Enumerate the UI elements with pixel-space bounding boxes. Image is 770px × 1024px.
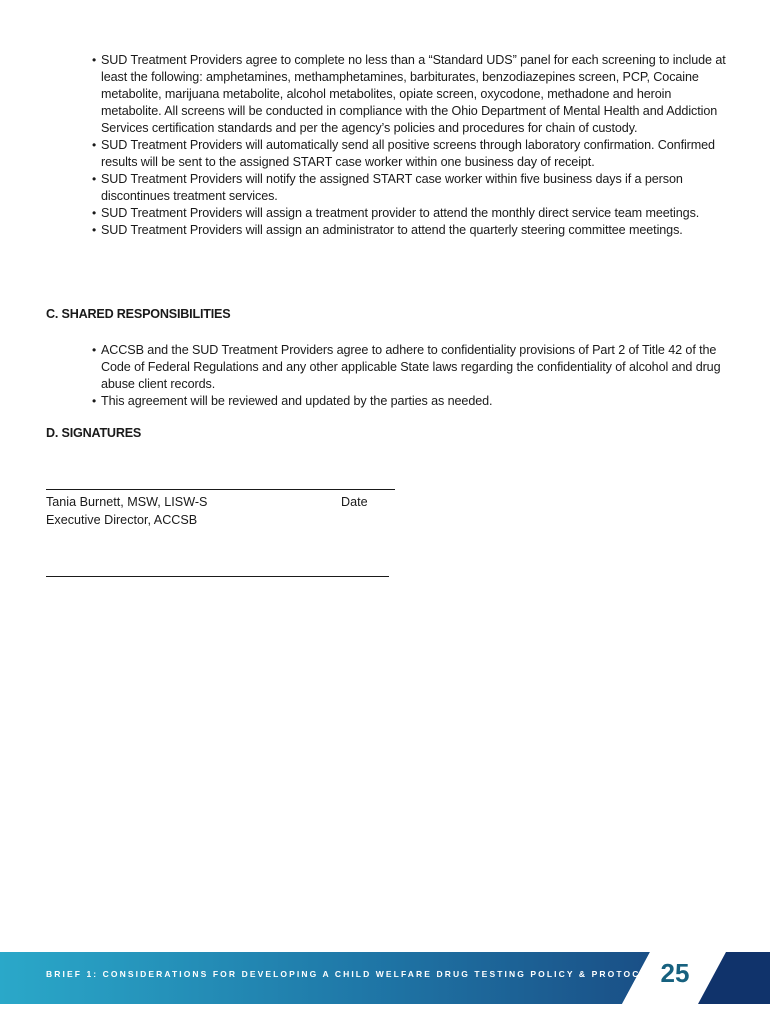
list-item: • SUD Treatment Providers agree to complete no less than a “Standard UDS” panel for each screening to include at least the following: amphetamines, methamphetamines, barbiturates, benzodiazepines screen, PCP, Cocaine metabolite, marijuana metabolite, alcohol metabolites, opiate screen, oxycodone, methadone and heroin metabolite. All screens will be conducted in compliance with the Ohio Department of Mental Health and Addiction Services certification standards and per the agency’s policies and procedures for chain of custody. (101, 52, 726, 137)
signer-title: Executive Director, ACCSB (46, 513, 198, 527)
list-item: • SUD Treatment Providers will assign an administrator to attend the quarterly steering committee meetings. (101, 222, 726, 239)
second-signature-line (46, 576, 389, 577)
page-number: 25 (660, 958, 690, 988)
list-item: • ACCSB and the SUD Treatment Providers agree to adhere to confidentiality provisions of Part 2 of Title 42 of the Code of Federal Regulations and any other applicable State laws regarding the confidentiality of alcohol and drug abuse client records. (101, 342, 726, 393)
signer-name: Tania Burnett, MSW, LISW-S (46, 495, 208, 509)
signature-line (46, 489, 395, 490)
section-c-heading: C. SHARED RESPONSIBILITIES (46, 307, 231, 321)
list-item: • SUD Treatment Providers will notify the assigned START case worker within five business days if a person discontinues treatment services. (101, 171, 726, 205)
section-c-bullet-list (101, 342, 726, 410)
date-label: Date (341, 495, 368, 509)
section-d-heading: D. SIGNATURES (46, 426, 142, 440)
list-item: • This agreement will be reviewed and updated by the parties as needed. (101, 393, 726, 410)
list-item: • SUD Treatment Providers will automatically send all positive screens through laboratory confirmation. Confirmed results will be sent to the assigned START case worker within one business day of receipt. (101, 137, 726, 171)
list-item: • SUD Treatment Providers will assign a treatment provider to attend the monthly direct service team meetings. (101, 205, 726, 222)
section-b-bullet-list (101, 52, 726, 239)
footer-title: BRIEF 1: CONSIDERATIONS FOR DEVELOPING A CHILD WELFARE DRUG TESTING POLICY & PROTOCOL (46, 969, 657, 979)
